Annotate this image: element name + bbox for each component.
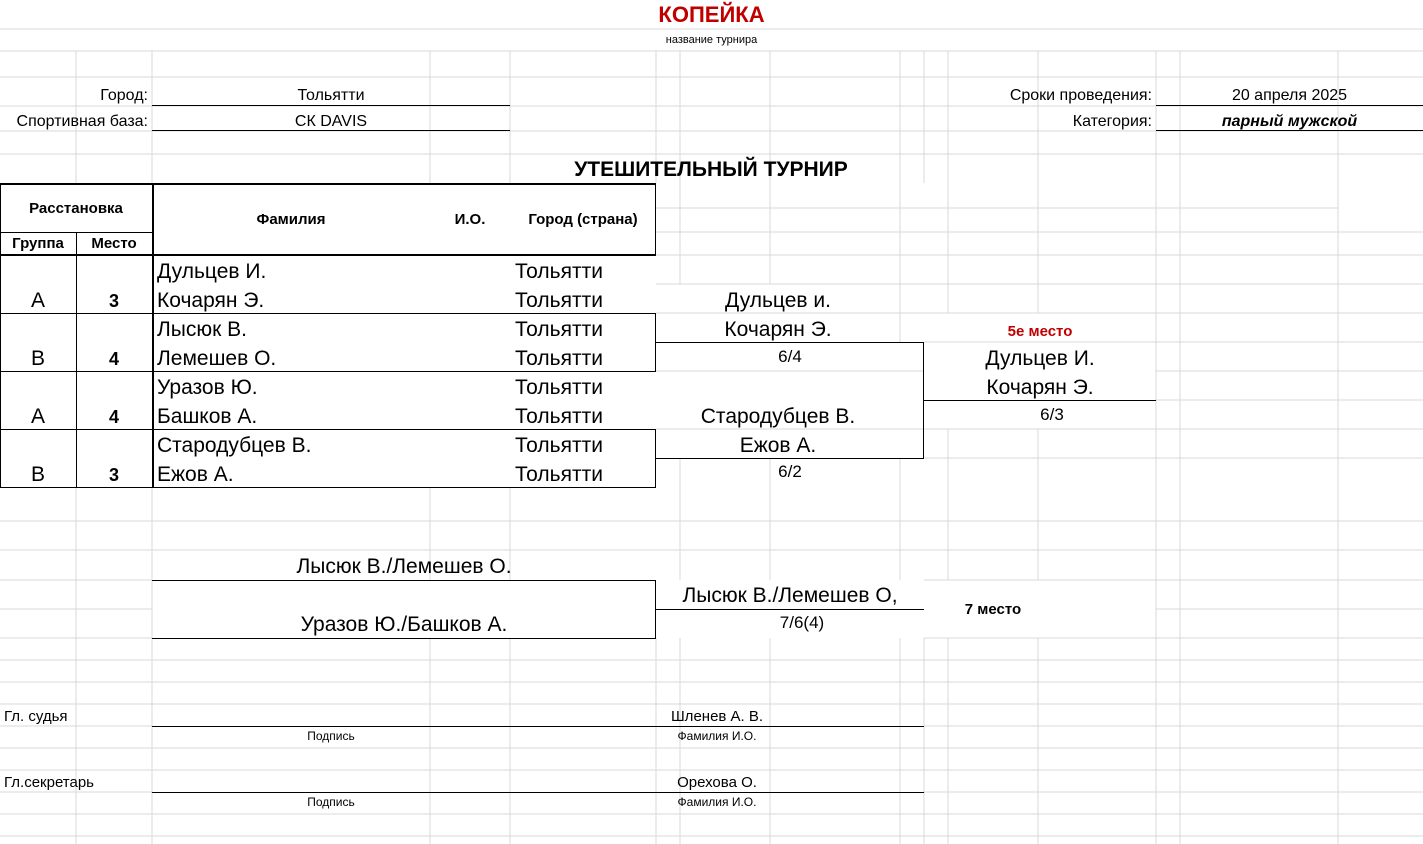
category-label: Категория:	[1072, 113, 1152, 130]
table-left-border	[0, 183, 1, 488]
p7-team2-line	[152, 638, 656, 639]
sf2-line	[656, 458, 924, 459]
table-header-bottom-border	[0, 254, 656, 256]
p7-team1-line	[152, 580, 656, 581]
sf2-winner-player2: Ежов А.	[739, 434, 817, 457]
table-divider-names	[152, 183, 154, 488]
base-value: СК DAVIS	[294, 113, 368, 130]
judge-name: Шленев А. В.	[670, 708, 764, 725]
row-separator	[0, 487, 656, 488]
sf1-line	[656, 342, 924, 343]
category-underline	[1156, 130, 1423, 131]
row-separator	[0, 371, 656, 372]
final-score: 6/3	[1040, 405, 1064, 424]
dates-label: Сроки проведения:	[1009, 87, 1152, 104]
player-city: Тольятти	[515, 347, 603, 370]
row-place: 3	[108, 291, 119, 311]
row-group: A	[30, 289, 45, 312]
player-surname: Стародубцев В.	[157, 434, 312, 457]
place7-label: 7 место	[964, 601, 1022, 618]
p7-team1: Лысюк В./Лемешев О.	[296, 555, 512, 578]
judge-sign-caption: Подпись	[307, 729, 355, 743]
judge-signature-line	[152, 726, 924, 727]
judge-name-caption: Фамилия И.О.	[677, 729, 757, 743]
header-surname: Фамилия	[256, 211, 326, 228]
sf2-score: 6/2	[778, 462, 802, 481]
row-group: A	[30, 405, 45, 428]
row-group: B	[30, 347, 45, 370]
player-city: Тольятти	[515, 434, 603, 457]
header-group: Группа	[12, 235, 64, 252]
secretary-signature-line	[152, 792, 924, 793]
player-city: Тольятти	[515, 463, 603, 486]
p7-winner-line	[656, 609, 924, 610]
secretary-sign-caption: Подпись	[307, 795, 355, 809]
header-seeding: Расстановка	[29, 200, 123, 217]
header-initials: И.О.	[454, 211, 486, 228]
player-surname: Башков А.	[157, 405, 258, 428]
sf1-winner-player1: Дульцев и.	[725, 289, 831, 312]
p7-team2: Уразов Ю./Башков А.	[300, 613, 508, 636]
final-line	[924, 400, 1156, 401]
sf2-winner-player1: Стародубцев В.	[700, 405, 856, 428]
row-place: 4	[108, 349, 119, 369]
city-value: Тольятти	[297, 87, 365, 104]
secretary-name-caption: Фамилия И.О.	[677, 795, 757, 809]
row-separator	[0, 313, 656, 314]
player-surname: Лемешев О.	[157, 347, 277, 370]
secretary-name: Орехова О.	[677, 774, 757, 791]
section-title: УТЕШИТЕЛЬНЫЙ ТУРНИР	[574, 158, 848, 181]
row-place: 3	[108, 465, 119, 485]
judge-label: Гл. судья	[4, 708, 68, 725]
place5-label: 5е место	[1007, 323, 1073, 340]
player-surname: Лысюк В.	[157, 318, 247, 341]
player-city: Тольятти	[515, 260, 603, 283]
row-group: B	[30, 463, 45, 486]
final-winner-player2: Кочарян Э.	[986, 376, 1094, 399]
player-surname: Кочарян Э.	[157, 289, 265, 312]
p7-score: 7/6(4)	[779, 613, 825, 632]
final-winner-player1: Дульцев И.	[985, 347, 1095, 370]
category-value: парный мужской	[1221, 113, 1358, 130]
tournament-title: КОПЕЙКА	[658, 2, 765, 27]
dates-value: 20 апреля 2025	[1231, 87, 1348, 104]
city-underline	[152, 105, 510, 106]
header-city: Город (страна)	[528, 211, 638, 228]
player-city: Тольятти	[515, 289, 603, 312]
p7-winner: Лысюк В./Лемешев О,	[682, 584, 898, 607]
sf1-score: 6/4	[778, 347, 802, 366]
player-surname: Ежов А.	[157, 463, 234, 486]
dates-underline	[1156, 105, 1423, 106]
base-label: Спортивная база:	[16, 113, 148, 130]
player-surname: Уразов Ю.	[157, 376, 258, 399]
base-underline	[152, 130, 510, 131]
player-city: Тольятти	[515, 376, 603, 399]
header-place: Место	[91, 235, 137, 252]
player-city: Тольятти	[515, 318, 603, 341]
player-surname: Дульцев И.	[157, 260, 267, 283]
city-label: Город:	[100, 87, 148, 104]
row-place: 4	[108, 407, 119, 427]
sf1-winner-player2: Кочарян Э.	[724, 318, 832, 341]
player-city: Тольятти	[515, 405, 603, 428]
table-top-border	[0, 183, 656, 185]
tournament-subtitle: название турнира	[665, 34, 758, 46]
secretary-label: Гл.секретарь	[4, 774, 94, 791]
row-separator	[0, 429, 656, 430]
